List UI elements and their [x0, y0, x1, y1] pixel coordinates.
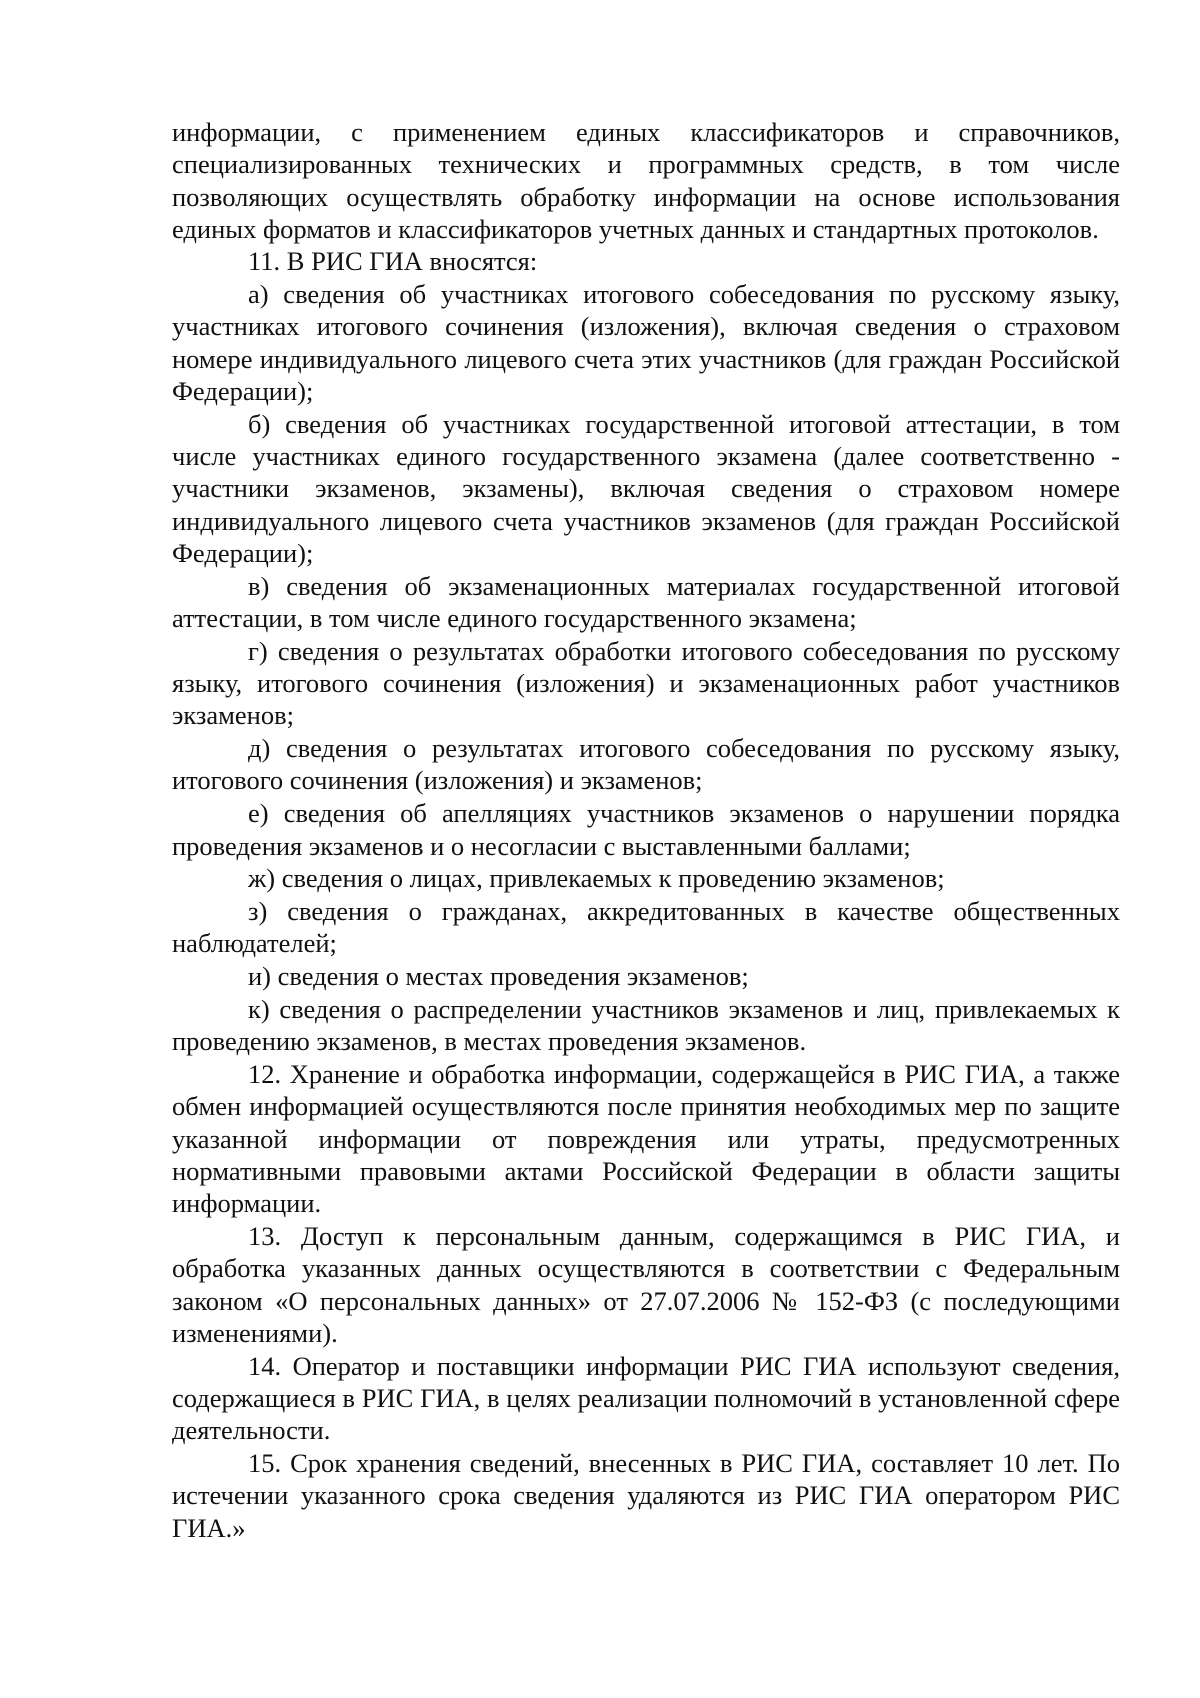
subitem-zh: ж) сведения о лицах, привлекаемых к проведению экзаменов;	[248, 863, 945, 894]
paragraph-item-11: 11. В РИС ГИА вносятся:	[248, 246, 538, 277]
subitem-d: д) сведения о результатах итогового собеседования по русскому языку, итогового сочинения (изложения) и экзаменов;	[172, 733, 1120, 796]
subitem-i: и) сведения о местах проведения экзаменов;	[248, 961, 749, 992]
paragraph-item-13: 13. Доступ к персональным данным, содержащимся в РИС ГИА, и обработка указанных данных осуществляются в соответствии с Федеральным законом «О персональных данных» от 27.07.2006 № 152-ФЗ (с последующими изменениями).	[172, 1221, 1120, 1348]
document-page	[172, 116, 1120, 1544]
subitem-g: г) сведения о результатах обработки итогового собеседования по русскому языку, итогового сочинения (изложения) и экзаменационных работ участников экзаменов;	[172, 635, 1120, 731]
paragraph-item-12: 12. Хранение и обработка информации, содержащейся в РИС ГИА, а также обмен информацией осуществляются после принятия необходимых мер по защите указанной информации от повреждения или утраты, предусмотренных нормативными правовыми актами Российской Федерации в области защиты информации.	[172, 1059, 1120, 1219]
subitem-v: в) сведения об экзаменационных материалах государственной итоговой аттестации, в том числе единого государственного экзамена;	[172, 570, 1120, 633]
paragraph-continuation: информации, с применением единых классификаторов и справочников, специализированных технических и программных средств, в том числе позволяющих осуществлять обработку информации на основе использования единых форматов и классификаторов учетных данных и стандартных протоколов.	[172, 117, 1120, 244]
subitem-b: б) сведения об участниках государственной итоговой аттестации, в том числе участниках единого государственного экзамена (далее соответственно - участники экзаменов, экзамены), включая сведения о страховом номере индивидуального лицевого счета участников экзаменов (для граждан Российской Федерации);	[172, 408, 1120, 568]
subitem-e: е) сведения об апелляциях участников экзаменов о нарушении порядка проведения экзаменов и о несогласии с выставленными баллами;	[172, 798, 1120, 861]
subitem-z: з) сведения о гражданах, аккредитованных в качестве общественных наблюдателей;	[172, 896, 1120, 959]
paragraph-item-15: 15. Срок хранения сведений, внесенных в РИС ГИА, составляет 10 лет. По истечении указанного срока сведения удаляются из РИС ГИА оператором РИС ГИА.»	[172, 1448, 1120, 1543]
subitem-a: а) сведения об участниках итогового собеседования по русскому языку, участниках итогового сочинения (изложения), включая сведения о страховом номере индивидуального лицевого счета этих участников (для граждан Российской Федерации);	[172, 278, 1120, 406]
subitem-k: к) сведения о распределении участников экзаменов и лиц, привлекаемых к проведению экзаменов, в местах проведения экзаменов.	[172, 994, 1120, 1057]
paragraph-item-14: 14. Оператор и поставщики информации РИС ГИА используют сведения, содержащиеся в РИС ГИА, в целях реализации полномочий в установленной сфере деятельности.	[172, 1350, 1120, 1446]
